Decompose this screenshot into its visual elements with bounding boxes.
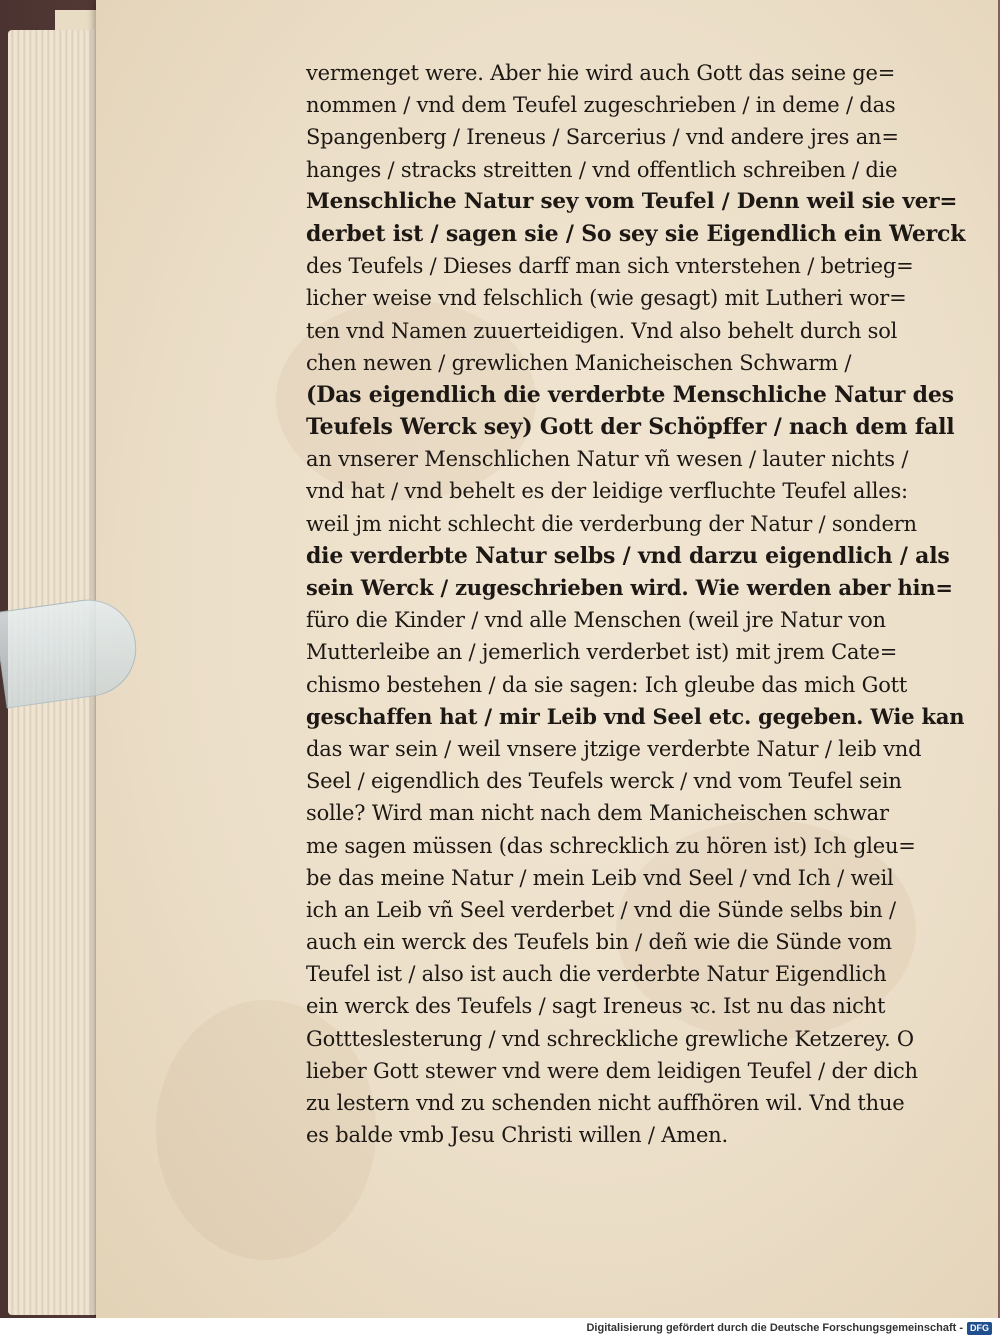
dfg-logo: DFG — [967, 1322, 992, 1335]
body-text — [306, 57, 966, 1151]
text-line: lieber Gott stewer vnd were dem leidigen Teufel / der dich — [306, 1058, 918, 1083]
text-line: ein werck des Teufels / sagt Ireneus ꝛc. Ist nu das nicht — [306, 994, 886, 1019]
text-line: nommen / vnd dem Teufel zugeschrieben / in deme / das — [306, 93, 896, 118]
text-line: die verderbte Natur selbs / vnd darzu eigendlich / als — [306, 542, 950, 569]
text-line: Teufel ist / also ist auch die verderbte Natur Eigendlich — [306, 962, 887, 987]
text-line: chismo bestehen / da sie sagen: Ich gleube das mich Gott — [306, 672, 908, 697]
text-line: be das meine Natur / mein Leib vnd Seel / vnd Ich / weil — [306, 865, 894, 890]
text-line: auch ein werck des Teufels bin / deñ wie die Sünde vom — [306, 930, 892, 955]
text-line: zu lestern vnd zu schenden nicht auffhören wil. Vnd thue — [306, 1091, 905, 1115]
text-line: an vnserer Menschlichen Natur vñ wesen / lauter nichts / — [306, 447, 909, 472]
text-line: Seel / eigendlich des Teufels werck / vnd vom Teufel sein — [306, 769, 902, 794]
text-line: chen newen / grewlichen Manicheischen Schwarm / — [306, 350, 852, 375]
text-line: es balde vmb Jesu Christi willen / Amen. — [306, 1123, 728, 1148]
text-line: das war sein / weil vnsere jtzige verderbte Natur / leib vnd — [306, 736, 922, 761]
text-line: Gottteslesterung / vnd schreckliche grewliche Ketzerey. O — [306, 1026, 914, 1051]
text-line: sein Werck / zugeschrieben wird. Wie werden aber hin= — [306, 575, 953, 600]
text-line: (Das eigendlich die verderbte Menschliche Natur des — [306, 381, 954, 408]
text-line: Teufels Werck sey) Gott der Schöpffer / nach dem fall — [306, 414, 955, 441]
text-line: me sagen müssen (das schrecklich zu hören ist) Ich gleu= — [306, 833, 916, 858]
text-line: hanges / stracks streitten / vnd offentlich schreiben / die — [306, 157, 898, 182]
text-line: des Teufels / Dieses darff man sich vnterstehen / betrieg= — [306, 254, 914, 279]
footer-credit-text: Digitalisierung gefördert durch die Deutsche Forschungsgemeinschaft - — [586, 1322, 963, 1334]
text-line: Mutterleibe an / jemerlich verderbet ist) mit jrem Cate= — [306, 640, 898, 665]
text-line: solle? Wird man nicht nach dem Manicheischen schwar — [306, 801, 889, 826]
text-line: ten vnd Namen zuuerteidigen. Vnd also behelt durch sol — [306, 318, 898, 343]
text-line: vnd hat / vnd behelt es der leidige verfluchte Teufel alles: — [306, 479, 908, 504]
text-line: weil jm nicht schlecht die verderbung der Natur / sondern — [306, 511, 917, 536]
text-line: ich an Leib vñ Seel verderbet / vnd die Sünde selbs bin / — [306, 897, 896, 922]
text-line: vermenget were. Aber hie wird auch Gott das seine ge= — [306, 61, 896, 85]
footer-credit — [586, 1322, 992, 1335]
text-line: füro die Kinder / vnd alle Menschen (weil jre Natur von — [306, 608, 886, 633]
text-line: Spangenberg / Ireneus / Sarcerius / vnd andere jres an= — [306, 125, 899, 150]
text-line: geschaffen hat / mir Leib vnd Seel etc. gegeben. Wie kan — [306, 703, 965, 729]
text-line: derbet ist / sagen sie / So sey sie Eigendlich ein Werck — [306, 220, 966, 247]
text-line: Menschliche Natur sey vom Teufel / Denn weil sie ver= — [306, 188, 958, 214]
text-line: licher weise vnd felschlich (wie gesagt) mit Lutheri wor= — [306, 286, 907, 311]
